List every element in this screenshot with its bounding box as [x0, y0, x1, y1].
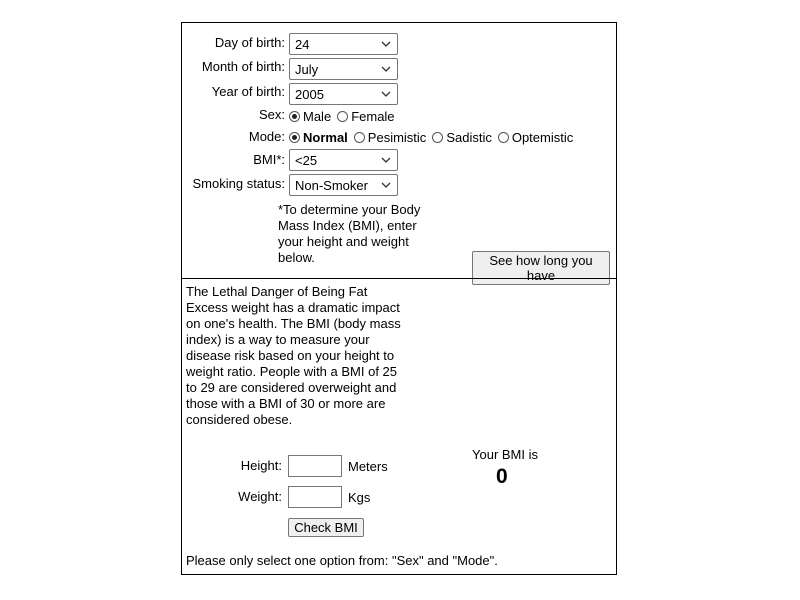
mode-option-optemistic-label: Optemistic [511, 129, 574, 145]
sex-options [289, 108, 401, 124]
sex-option-female-label: Female [351, 108, 395, 124]
year-select[interactable] [289, 83, 398, 105]
month-label: Month of birth: [201, 59, 285, 74]
radio-optemistic[interactable] [498, 132, 509, 143]
chevron-down-icon [380, 62, 392, 76]
bmi-heading: The Lethal Danger of Being Fat [186, 284, 368, 299]
chevron-down-icon [380, 178, 392, 192]
chevron-down-icon [380, 153, 392, 167]
mode-option-sadistic[interactable] [432, 130, 492, 145]
bmi-label: BMI*: [253, 152, 285, 167]
bmi-note: *To determine your Body Mass Index (BMI), enter your height and weight below. [278, 202, 421, 265]
radio-normal[interactable] [289, 132, 300, 143]
smoking-select[interactable] [289, 174, 398, 196]
year-label: Year of birth: [211, 84, 285, 99]
smoking-label: Smoking status: [192, 176, 285, 191]
sex-option-female[interactable] [337, 109, 394, 124]
radio-female[interactable] [337, 111, 348, 122]
smoking-value: Non-Smoker [295, 178, 368, 193]
check-bmi-button[interactable]: Check BMI [288, 518, 364, 537]
mode-option-normal-label: Normal [303, 129, 348, 145]
bmi-info [186, 284, 402, 428]
sex-option-male[interactable] [289, 109, 331, 124]
life-expectancy-form [181, 22, 617, 575]
year-value: 2005 [295, 87, 324, 102]
chevron-down-icon [380, 37, 392, 51]
mode-option-optemistic[interactable] [498, 130, 573, 145]
day-select[interactable] [289, 33, 398, 55]
bmi-body: Excess weight has a dramatic impact on one's health. The BMI (body mass index) is a way to measure your disease risk based on your height to weight ratio. People with a BMI of 25 to 29 are considered overweight and those with a BMI of 30 or more are considered obese. [186, 300, 401, 427]
sex-label: Sex: [258, 107, 285, 122]
month-value: July [295, 62, 319, 77]
radio-sadistic[interactable] [432, 132, 443, 143]
day-label: Day of birth: [214, 35, 285, 50]
mode-option-normal[interactable] [289, 130, 348, 145]
weight-unit: Kgs [348, 490, 371, 505]
weight-label: Weight: [238, 489, 282, 504]
bmi-result-value: 0 [496, 465, 508, 488]
height-label: Height: [240, 458, 282, 473]
mode-option-sadistic-label: Sadistic [446, 129, 492, 145]
chevron-down-icon [380, 87, 392, 101]
bmi-result-label: Your BMI is [472, 447, 538, 462]
sex-option-male-label: Male [303, 108, 332, 124]
mode-options [289, 129, 579, 145]
radio-male[interactable] [289, 111, 300, 122]
section-divider [182, 278, 616, 279]
footer-note: Please only select one option from: "Sex" and "Mode". [186, 553, 498, 568]
mode-label: Mode: [248, 129, 285, 144]
see-how-long-button[interactable]: See how long you have [472, 251, 610, 285]
mode-option-pesimistic-label: Pesimistic [367, 129, 427, 145]
weight-input[interactable] [288, 486, 342, 508]
bmi-value: <25 [295, 153, 318, 168]
mode-option-pesimistic[interactable] [354, 130, 427, 145]
radio-pesimistic[interactable] [354, 132, 365, 143]
height-input[interactable] [288, 455, 342, 477]
day-value: 24 [295, 37, 310, 52]
month-select[interactable] [289, 58, 398, 80]
bmi-select[interactable] [289, 149, 398, 171]
height-unit: Meters [348, 459, 388, 474]
